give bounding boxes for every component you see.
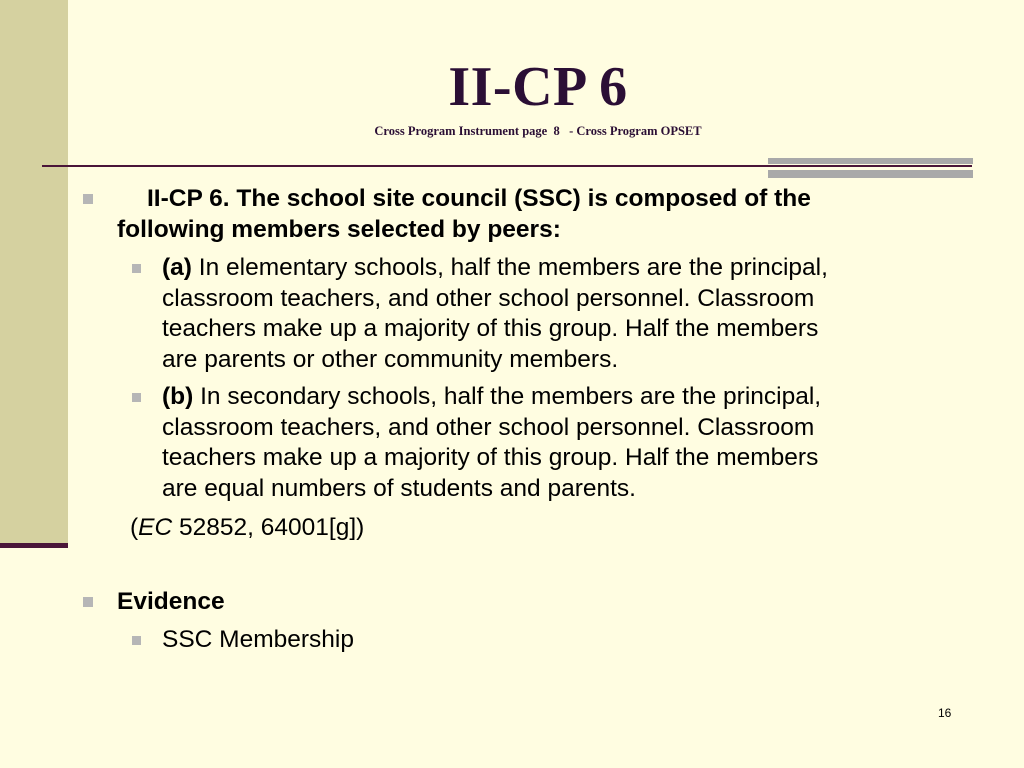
sub-a-line-2: classroom teachers, and other school personnel. Classroom	[162, 285, 815, 312]
sub-bullet-square-icon	[132, 264, 141, 273]
sub-b-line-2: classroom teachers, and other school personnel. Classroom	[162, 414, 815, 441]
sub-b-text-1: In secondary schools, half the members are the principal,	[193, 383, 822, 410]
sub-bullet-square-icon	[132, 636, 141, 645]
main-bullet-line-1: II-CP 6. The school site council (SSC) is composed of the	[147, 185, 811, 212]
citation	[130, 513, 364, 544]
sub-b-line-1	[162, 382, 821, 413]
sub-bullet-square-icon	[132, 393, 141, 402]
sub-a-text-1: In elementary schools, half the members are the principal,	[191, 254, 828, 281]
sub-b-line-4: are equal numbers of students and parents.	[162, 475, 636, 502]
citation-open: (	[130, 514, 139, 541]
page-number: 16	[938, 706, 952, 720]
citation-code: EC	[138, 514, 173, 541]
bullet-square-icon	[83, 194, 93, 204]
sub-a-label: (a)	[162, 254, 192, 281]
evidence-heading: Evidence	[117, 588, 225, 615]
slide-title: II-CP 6	[448, 56, 628, 118]
main-bullet-line-2: following members selected by peers:	[117, 216, 561, 243]
sub-b-line-3: teachers make up a majority of this group. Half the members	[162, 444, 819, 471]
slide-subtitle: Cross Program Instrument page 8 - Cross Program OPSET	[374, 124, 702, 138]
bullet-square-icon	[83, 597, 93, 607]
sub-a-line-1	[162, 253, 828, 284]
evidence-item: SSC Membership	[162, 626, 354, 653]
citation-rest: 52852, 64001[g])	[172, 514, 365, 541]
sub-a-line-3: teachers make up a majority of this group. Half the members	[162, 315, 819, 342]
sub-a-line-4: are parents or other community members.	[162, 346, 619, 373]
sub-b-label: (b)	[162, 383, 194, 410]
